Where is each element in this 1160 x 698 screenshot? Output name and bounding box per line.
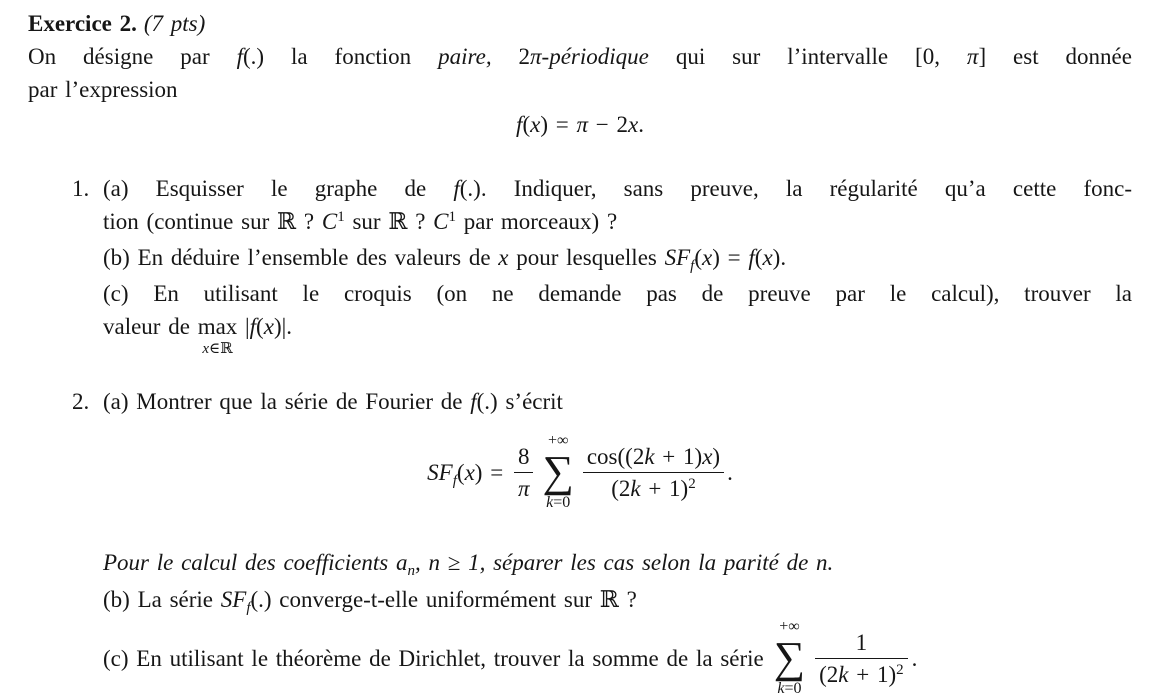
summation-lower-limit xyxy=(546,494,570,512)
text-run: (.). Indiquer, sans preuve, la régularité qu’a cette fonc- xyxy=(459,176,1133,201)
text-run: par l’expression xyxy=(28,77,178,102)
text-run: (a) Montrer que la série de Fourier de xyxy=(103,389,471,414)
math-run: k xyxy=(644,443,655,469)
math-run: f xyxy=(453,176,460,201)
intro-line-1 xyxy=(28,40,1132,73)
emphasis-run: π-périodique xyxy=(530,44,649,69)
math-run: . xyxy=(638,112,644,137)
text-run: ] est donnée xyxy=(978,44,1132,69)
text-run: , xyxy=(414,550,429,575)
math-run: ℝ xyxy=(277,209,297,234)
math-run: x xyxy=(530,112,541,137)
fraction-bar xyxy=(514,472,534,473)
summation-operator xyxy=(542,432,573,512)
item1-a-line1 xyxy=(103,172,1132,205)
math-run: =0 xyxy=(553,494,571,511)
math-run: + 1) xyxy=(848,661,897,687)
item2-a-line xyxy=(103,385,1132,418)
math-run: (2 xyxy=(819,661,839,687)
text-run: pour lesquelles xyxy=(508,245,665,270)
text-run: valeur de xyxy=(103,314,198,339)
math-run: f xyxy=(249,314,257,339)
item1-b-line xyxy=(103,241,1132,274)
exercise-points: (7 pts) xyxy=(143,11,206,36)
superscript: 1 xyxy=(337,209,345,225)
max-operator xyxy=(198,310,238,356)
text-run: ? xyxy=(618,587,637,612)
subscript: f xyxy=(246,600,251,616)
exercise-title: Exercice 2. xyxy=(28,11,137,36)
text-run: ? xyxy=(296,209,322,234)
math-run: SF xyxy=(427,459,453,485)
math-run: ( xyxy=(456,459,465,485)
math-run: )|. xyxy=(273,314,292,339)
real-numbers-symbol: ℝ xyxy=(599,587,619,612)
item2-note xyxy=(103,546,1132,579)
display-equation-fx xyxy=(28,108,1132,141)
text-run: qui sur l’intervalle [0, xyxy=(648,44,967,69)
math-run: x xyxy=(498,245,509,270)
text-run: tion (continue sur xyxy=(103,209,277,234)
math-run: x xyxy=(202,341,210,357)
superscript: 2 xyxy=(896,661,904,678)
fraction-denominator: π xyxy=(517,475,530,501)
fraction-numerator: 1 xyxy=(855,629,868,655)
math-run: (2 xyxy=(611,475,631,501)
math-run: ( xyxy=(256,314,264,339)
math-run: k xyxy=(777,680,785,697)
exercise-heading xyxy=(28,7,1132,40)
math-run: n xyxy=(428,550,440,575)
summation-upper-limit: +∞ xyxy=(547,432,569,449)
superscript: 2 xyxy=(688,475,696,492)
summation-lower-limit xyxy=(777,680,801,698)
fraction-8-over-pi xyxy=(514,443,534,502)
equation-period-2: . xyxy=(911,645,918,671)
operator-underscript xyxy=(198,343,238,356)
math-run: ) = xyxy=(474,459,511,485)
text-run: (.) converge-t-elle uniformément sur xyxy=(250,587,600,612)
math-run: − 2 xyxy=(588,112,628,137)
fraction-cosine-term xyxy=(583,443,724,502)
real-numbers-symbol: ℝ xyxy=(220,341,233,357)
fraction-denominator xyxy=(607,475,700,502)
text-run: On désigne par xyxy=(28,44,237,69)
fourier-series-equation xyxy=(28,432,1132,512)
math-run: k xyxy=(546,494,554,511)
math-run: k xyxy=(838,661,849,687)
text-run: (a) Esquisser le graphe de xyxy=(103,176,454,201)
text-run: . xyxy=(827,550,834,575)
math-run: n xyxy=(816,550,828,575)
math-run: ( xyxy=(754,245,763,270)
math-run: x xyxy=(464,459,475,485)
math-run: SF xyxy=(664,245,691,270)
fraction-bar xyxy=(583,472,724,473)
math-run: k xyxy=(630,475,641,501)
fraction-numerator: 8 xyxy=(517,443,530,469)
fraction-denominator xyxy=(815,661,908,688)
math-run: π xyxy=(966,44,979,69)
math-run: ) = xyxy=(712,245,749,270)
math-run: C xyxy=(321,209,338,234)
math-run: x xyxy=(702,245,713,270)
math-run: + 1) xyxy=(640,475,689,501)
text-run: (c) En utilisant le théorème de Dirichlet, trouver la somme de la série xyxy=(103,645,764,671)
item2-b-line xyxy=(103,583,1132,616)
math-run: f xyxy=(470,389,477,414)
math-run: f xyxy=(236,44,243,69)
math-run: x xyxy=(263,314,274,339)
operator-name: max xyxy=(197,314,238,339)
text-run: (b) En déduire l’ensemble des valeurs de xyxy=(103,245,499,270)
emphasis-run: paire, xyxy=(438,44,519,69)
math-run: + 1) xyxy=(654,443,703,469)
text-run: Pour le calcul des coefficients xyxy=(103,550,396,575)
math-run: x xyxy=(762,245,773,270)
math-run: ). xyxy=(772,245,787,270)
item1-c-line1 xyxy=(103,277,1132,310)
math-run: π xyxy=(576,112,588,137)
subscript: f xyxy=(690,258,695,274)
sigma-symbol: ∑ xyxy=(542,447,574,496)
text-run: (.) s’écrit xyxy=(476,389,563,414)
math-run: | xyxy=(237,314,250,339)
exercise-item-1 xyxy=(72,172,1133,357)
item2-c-line xyxy=(103,618,1132,698)
math-run: ) xyxy=(712,443,721,469)
math-run: x xyxy=(627,112,639,137)
summation-upper-limit: +∞ xyxy=(779,618,800,635)
element-of-symbol: ∈ xyxy=(209,341,221,357)
intro-line-2 xyxy=(28,73,1132,106)
sigma-symbol: ∑ xyxy=(773,633,806,682)
text-run: ≥ 1, séparer les cas selon la parité de xyxy=(439,550,817,575)
math-run: =0 xyxy=(784,680,802,697)
superscript: 1 xyxy=(448,209,456,225)
exercise-item-2 xyxy=(72,385,1132,698)
text-run: (.) la fonction xyxy=(242,44,439,69)
math-run: f xyxy=(516,112,523,137)
fraction-one-over-square xyxy=(815,629,908,688)
math-run: SF xyxy=(220,587,247,612)
item-number: 2. xyxy=(72,389,90,414)
text-run: ? xyxy=(407,209,434,234)
item1-a-line2 xyxy=(103,205,1132,238)
text-run: (c) En utilisant le croquis (on ne demande pas de preuve par le calcul), trouver la xyxy=(103,281,1132,306)
text-run: (b) La série xyxy=(103,587,221,612)
equation-period: . xyxy=(727,459,733,485)
fraction-numerator xyxy=(583,443,724,470)
math-run: x xyxy=(702,443,713,469)
equation-lhs xyxy=(427,456,511,489)
math-run: C xyxy=(433,209,449,234)
fraction-bar xyxy=(815,658,908,659)
text-run: sur xyxy=(344,209,389,234)
subscript: f xyxy=(452,472,457,489)
subscript: n xyxy=(407,563,415,579)
summation-operator-2 xyxy=(774,618,805,698)
text-run: par morceaux) ? xyxy=(456,209,618,234)
math-run: ( xyxy=(694,245,703,270)
text-run: 2 xyxy=(518,44,531,69)
math-run: f xyxy=(748,245,755,270)
math-run: cos((2 xyxy=(586,443,645,469)
math-run: ℝ xyxy=(388,209,408,234)
item-number: 1. xyxy=(72,176,90,201)
item1-c-line2 xyxy=(103,310,1132,356)
math-run: a xyxy=(395,550,408,575)
math-run: ( xyxy=(522,112,531,137)
math-run: ) = xyxy=(540,112,577,137)
